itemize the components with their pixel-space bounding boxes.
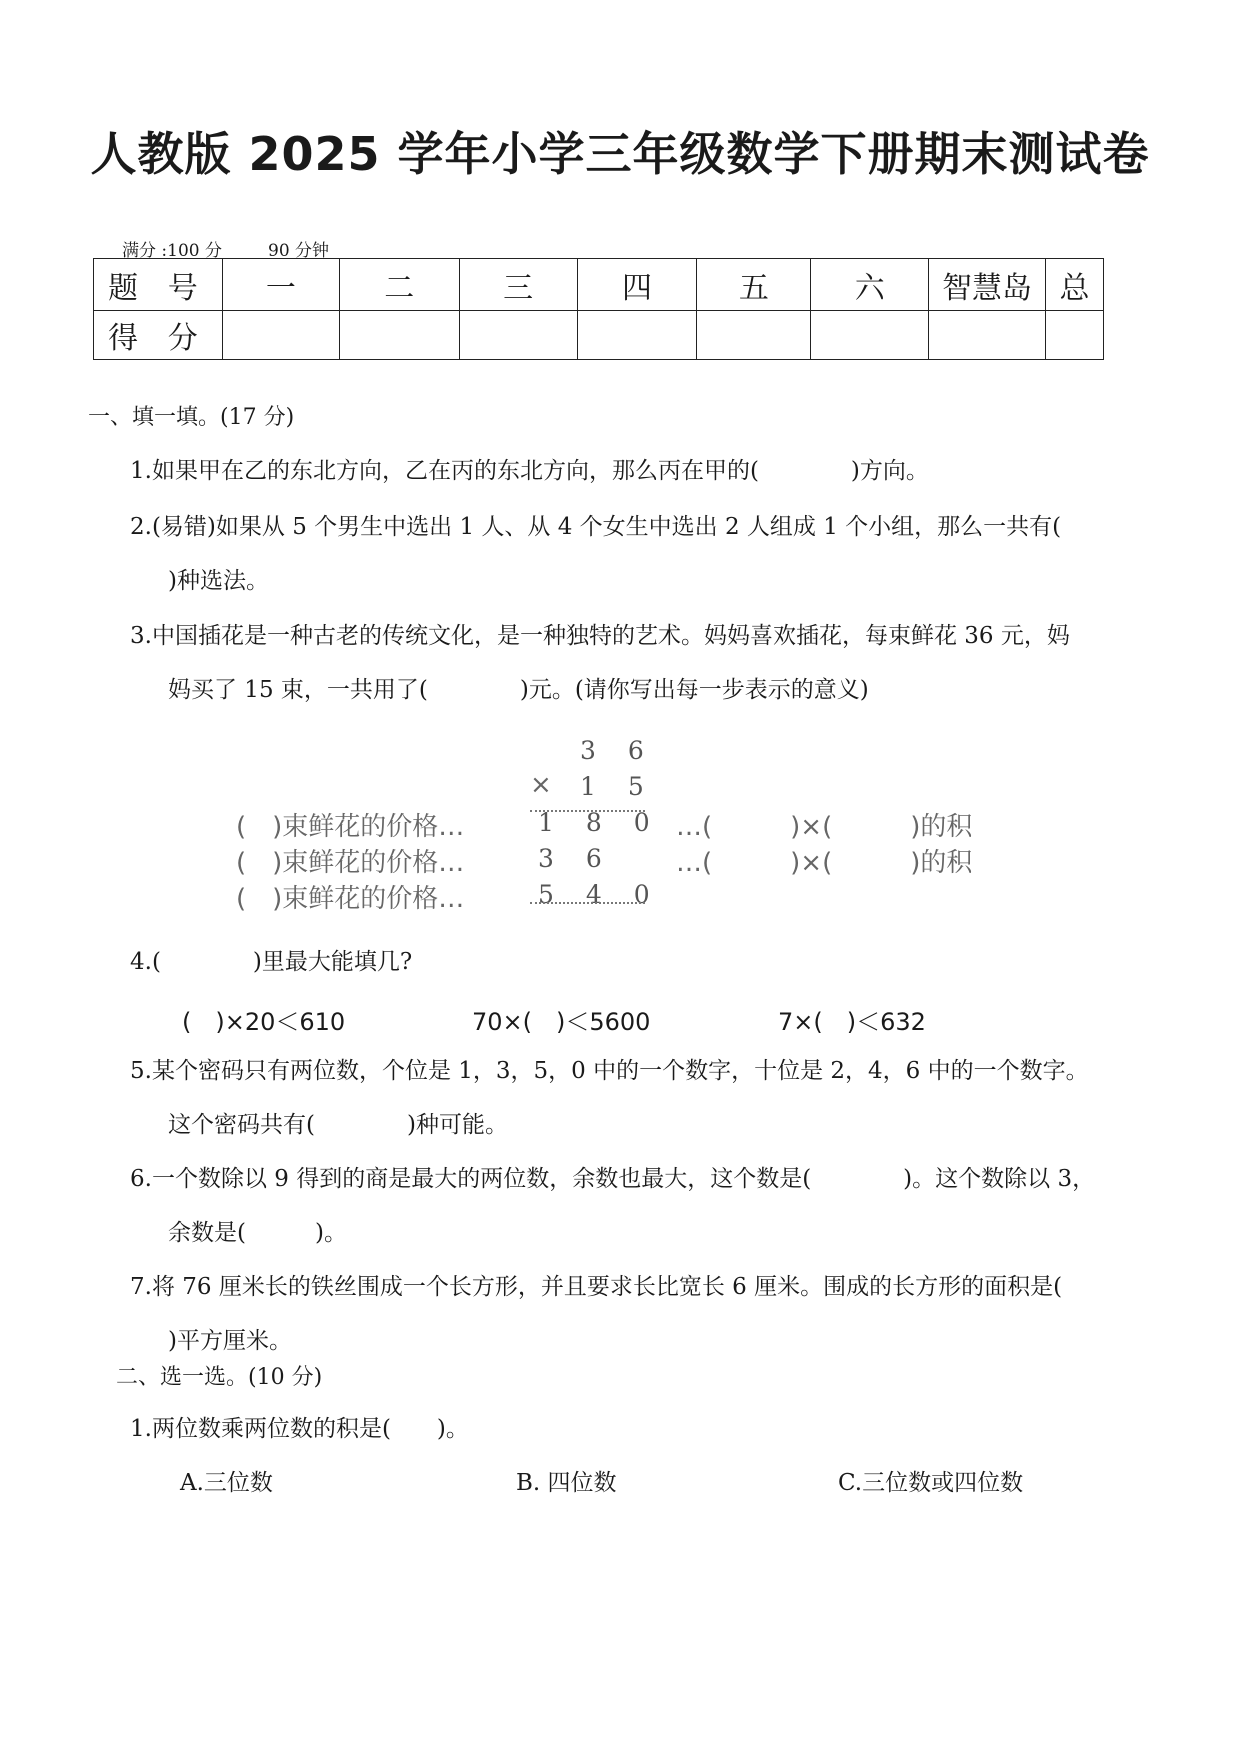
- figure-multiplicand: 3 6: [580, 736, 656, 765]
- figure-row-digits: 5 4 0: [538, 880, 662, 909]
- question-1-7-line2: )平方厘米。: [168, 1328, 292, 1354]
- figure-row-label: ( )束鲜花的价格…: [236, 848, 465, 878]
- score-cell[interactable]: [459, 311, 577, 360]
- score-table-score-row: [94, 311, 1104, 360]
- score-cell[interactable]: [1046, 311, 1104, 360]
- figure-row-note: …( )×( )的积: [676, 812, 973, 842]
- duration-text: 90 分钟: [268, 241, 330, 261]
- inequality-2: 70×( )＜5600: [472, 1008, 651, 1036]
- header-cell: 总: [1046, 259, 1104, 311]
- score-cell[interactable]: [929, 311, 1046, 360]
- question-1-1: 1.如果甲在乙的东北方向，乙在丙的东北方向，那么丙在甲的( )方向。: [130, 458, 929, 484]
- figure-row-digits: 3 6: [538, 844, 614, 873]
- question-1-2-line2: )种选法。: [168, 568, 269, 594]
- figure-row-note: …( )×( )的积: [676, 848, 973, 878]
- score-cell[interactable]: [339, 311, 459, 360]
- question-1-5-line1: 5.某个密码只有两位数，个位是 1，3，5，0 中的一个数字，十位是 2，4，6 中的一个数字。: [130, 1058, 1089, 1084]
- full-score-text: 满分 :100 分: [122, 241, 222, 261]
- score-cell[interactable]: [222, 311, 339, 360]
- figure-row-label: ( )束鲜花的价格…: [236, 884, 465, 914]
- question-1-3-line1: 3.中国插花是一种古老的传统文化，是一种独特的艺术。妈妈喜欢插花，每束鲜花 36 元，妈: [130, 623, 1070, 649]
- exam-title: 人教版 2025 学年小学三年级数学下册期末测试卷: [90, 127, 1150, 181]
- score-row-label: 得 分: [94, 311, 223, 360]
- score-cell[interactable]: [811, 311, 929, 360]
- question-1-4: 4.( )里最大能填几?: [130, 949, 413, 975]
- header-cell: 三: [459, 259, 577, 311]
- option-a: A.三位数: [180, 1470, 273, 1496]
- question-1-5-line2: 这个密码共有( )种可能。: [168, 1112, 508, 1138]
- question-1-6-line1: 6.一个数除以 9 得到的商是最大的两位数，余数也最大，这个数是( )。这个数除以 3，: [130, 1166, 1096, 1192]
- header-cell: 智慧岛: [929, 259, 1046, 311]
- inequality-3: 7×( )＜632: [778, 1008, 926, 1036]
- header-cell: 一: [222, 259, 339, 311]
- header-cell: 六: [811, 259, 929, 311]
- question-2-1: 1.两位数乘两位数的积是( )。: [130, 1416, 469, 1442]
- score-table-header-row: [94, 259, 1104, 311]
- times-sign-icon: ×: [530, 770, 552, 800]
- figure-line-2: [530, 902, 645, 904]
- question-1-6-line2: 余数是( )。: [168, 1220, 347, 1246]
- score-cell[interactable]: [697, 311, 811, 360]
- option-b: B. 四位数: [516, 1470, 617, 1496]
- header-cell: 题 号: [94, 259, 223, 311]
- figure-row-label: ( )束鲜花的价格…: [236, 812, 465, 842]
- header-cell: 四: [577, 259, 697, 311]
- score-table: [93, 258, 1104, 360]
- question-1-3-line2: 妈买了 15 束，一共用了( )元。(请你写出每一步表示的意义): [168, 677, 869, 703]
- question-1-2-line1: 2.(易错)如果从 5 个男生中选出 1 人、从 4 个女生中选出 2 人组成 1 个小组，那么一共有(: [130, 514, 1062, 540]
- question-1-7-line1: 7.将 76 厘米长的铁丝围成一个长方形，并且要求长比宽长 6 厘米。围成的长方形的面积是(: [130, 1274, 1063, 1300]
- option-c: C.三位数或四位数: [838, 1470, 1024, 1496]
- score-cell[interactable]: [577, 311, 697, 360]
- header-cell: 二: [339, 259, 459, 311]
- header-cell: 五: [697, 259, 811, 311]
- section-2-heading: 二、选一选。(10 分): [116, 1365, 323, 1390]
- figure-multiplier: 1 5: [580, 772, 656, 801]
- inequality-1: ( )×20＜610: [182, 1008, 346, 1036]
- section-1-heading: 一、填一填。(17 分): [88, 405, 295, 430]
- figure-row-digits: 1 8 0: [538, 808, 662, 837]
